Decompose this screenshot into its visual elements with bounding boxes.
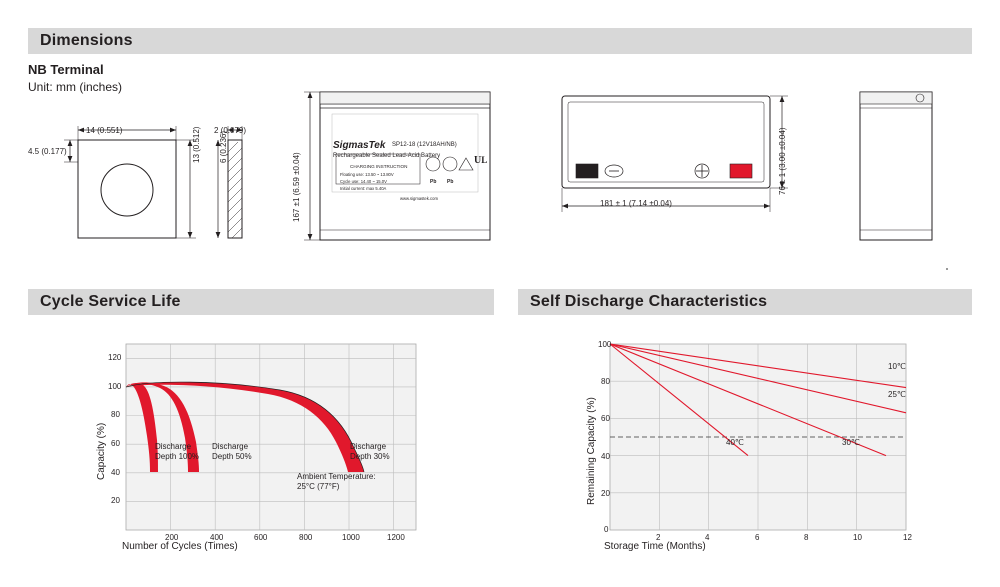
dimensions-section-header: [28, 28, 972, 54]
dim-left-height: 4.5 (0.177): [28, 147, 67, 156]
series-label-30c: 30℃: [842, 438, 860, 447]
battery-top-view: [552, 78, 792, 253]
cycle-xlabel: Number of Cycles (Times): [122, 541, 238, 552]
annotation-depth100-line2: Depth 100%: [155, 452, 200, 461]
cycle-xtick-400: 400: [210, 533, 224, 542]
annotation-depth30-line2: Depth 30%: [350, 452, 390, 461]
annotation-depth30-line1: Discharge: [350, 442, 387, 451]
self-ytick-100: 100: [598, 340, 612, 349]
self-ytick-60: 60: [601, 414, 610, 423]
symbol-ul: UL: [474, 155, 488, 166]
dim-top-width: 14 (0.551): [86, 126, 123, 135]
self-xtick-8: 8: [804, 533, 809, 542]
self-xlabel: Storage Time (Months): [604, 541, 706, 552]
nb-terminal-heading: NB Terminal: [28, 62, 104, 77]
dim-side-width: 2 (0.079): [214, 126, 247, 135]
annotation-ambient-line1: Ambient Temperature:: [297, 472, 376, 481]
dim-side-height: 6 (0.236): [219, 130, 228, 163]
annotation-ambient-line2: 25°C (77°F): [297, 482, 340, 491]
battery-website: www.sigmastek.com: [400, 196, 438, 201]
cycle-title: Cycle Service Life: [40, 293, 181, 310]
annotation-depth50-line1: Discharge: [212, 442, 249, 451]
unit-label: Unit: mm (inches): [28, 80, 123, 94]
dim-right-height: 13 (0.512): [192, 126, 201, 163]
cycle-ytick-80: 80: [111, 410, 120, 419]
charging-line-cycle: Cycle use: 14.40 ~ 15.0V: [340, 179, 387, 184]
self-discharge-title: Self Discharge Characteristics: [530, 293, 768, 310]
battery-width-label: 76 ± 1 (3.00 ±0.04): [778, 127, 787, 195]
annotation-depth50-line2: Depth 50%: [212, 452, 252, 461]
cycle-ytick-40: 40: [111, 468, 120, 477]
self-ytick-40: 40: [601, 452, 610, 461]
series-label-25c: 25℃: [888, 390, 906, 399]
self-ytick-0: 0: [604, 525, 609, 534]
battery-height-label: 167 ±1 (6.59 ±0.04): [292, 152, 301, 222]
cycle-section-header: [28, 289, 494, 315]
self-xtick-6: 6: [755, 533, 760, 542]
cycle-xtick-800: 800: [299, 533, 313, 542]
symbol-pb-right: Pb: [447, 179, 454, 185]
page-dot: [946, 268, 948, 270]
self-ylabel: Remaining Capacity (%): [586, 397, 597, 505]
cycle-ytick-20: 20: [111, 496, 120, 505]
battery-type: Rechargeable Sealed Lead-Acid Battery: [333, 153, 441, 159]
cycle-xtick-1000: 1000: [342, 533, 360, 542]
charging-instruction-title: CHARGING INSTRUCTION: [350, 164, 408, 169]
cycle-ytick-120: 120: [108, 353, 122, 362]
self-xtick-2: 2: [656, 533, 661, 542]
cycle-xtick-1200: 1200: [387, 533, 405, 542]
self-ytick-80: 80: [601, 377, 610, 386]
battery-side-view: [838, 78, 958, 253]
cycle-xtick-200: 200: [165, 533, 179, 542]
symbol-pb-left: Pb: [430, 179, 437, 185]
cycle-ylabel: Capacity (%): [96, 422, 107, 480]
cycle-ytick-60: 60: [111, 439, 120, 448]
self-xtick-10: 10: [853, 533, 862, 542]
cycle-xtick-600: 600: [254, 533, 268, 542]
battery-model: SP12-18 (12V18AH/NB): [392, 142, 457, 148]
self-discharge-section-header: [518, 289, 972, 315]
self-xtick-12: 12: [903, 533, 912, 542]
self-xtick-4: 4: [705, 533, 710, 542]
battery-length-label: 181 ± 1 (7.14 ±0.04): [600, 199, 672, 208]
series-label-40c: 40℃: [726, 438, 744, 447]
series-label-10c: 10℃: [888, 362, 906, 371]
annotation-depth100-line1: Discharge: [155, 442, 192, 451]
cycle-ytick-100: 100: [108, 382, 122, 391]
self-ytick-20: 20: [601, 489, 610, 498]
battery-brand: SigmasTek: [333, 140, 386, 151]
charging-line-float: Floating use: 13.50 ~ 13.80V: [340, 172, 394, 177]
charging-line-current: Initial current: max 5.40A: [340, 186, 387, 191]
dimensions-title: Dimensions: [40, 32, 133, 49]
